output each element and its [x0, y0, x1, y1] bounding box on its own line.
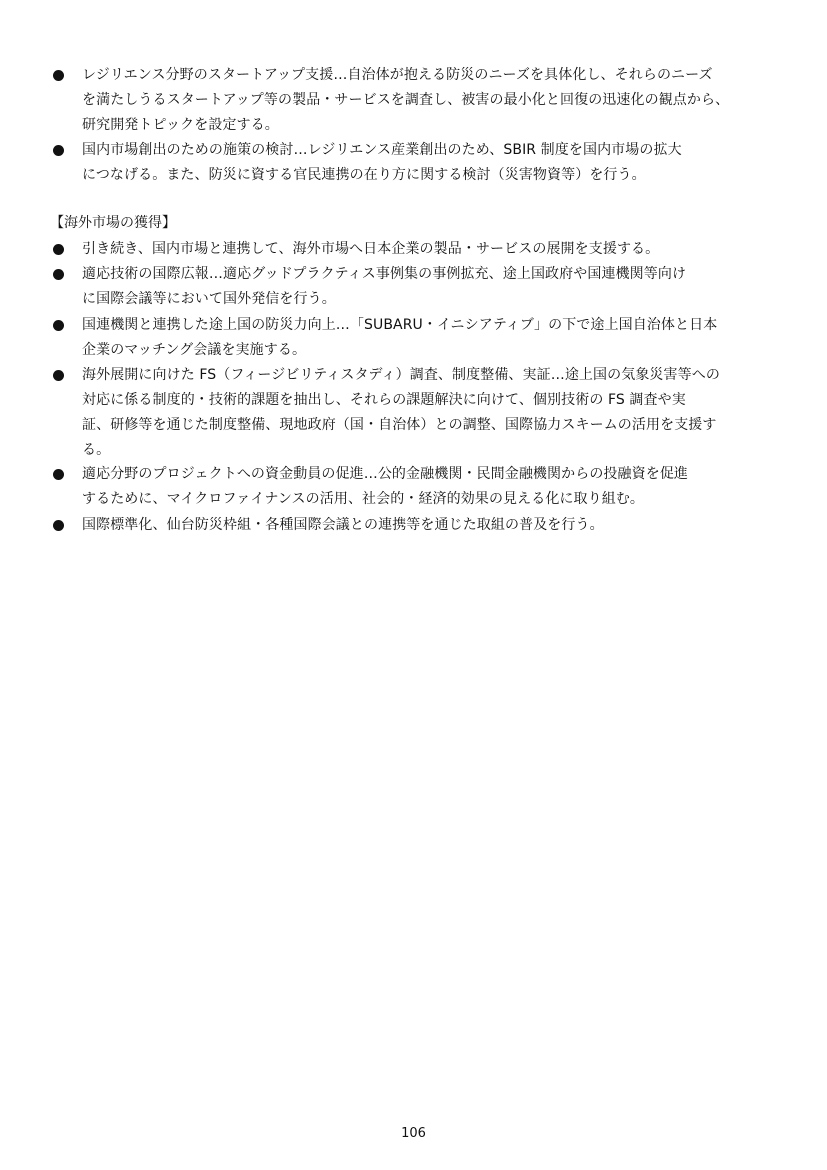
bullet-icon [53, 70, 64, 81]
list-item-line: 国内市場創出のための施策の検討…レジリエンス産業創出のため、SBIR 制度を国内市場の拡大 [82, 142, 682, 158]
list-item-line: レジリエンス分野のスタートアップ支援…自治体が抱える防災のニーズを具体化し、それらのニーズ [82, 67, 713, 83]
list-item-line: 引き続き、国内市場と連携して、海外市場へ日本企業の製品・サービスの展開を支援する。 [82, 241, 660, 257]
bullet-icon [53, 145, 64, 156]
list-item-line: 適応分野のプロジェクトへの資金動員の促進…公的金融機関・民間金融機関からの投融資を促進 [82, 466, 689, 482]
bullet-icon [53, 244, 64, 255]
list-item-line: を満たしうるスタートアップ等の製品・サービスを調査し、被害の最小化と回復の迅速化の観点から、 [82, 92, 730, 108]
list-item-line: 適応技術の国際広報…適応グッドプラクティス事例集の事例拡充、途上国政府や国連機関等向け [82, 266, 687, 282]
list-item-line: 対応に係る制度的・技術的課題を抽出し、それらの課題解決に向けて、個別技術の FS 調査や実 [82, 392, 686, 408]
list-item-line: 証、研修等を通じた制度整備、現地政府（国・自治体）との調整、国際協力スキームの活用を支援す [82, 417, 717, 433]
section-heading: 【海外市場の獲得】 [50, 215, 176, 231]
list-item-line: に国際会議等において国外発信を行う。 [82, 291, 336, 307]
list-item-line: につなげる。また、防災に資する官民連携の在り方に関する検討（災害物資等）を行う。 [82, 167, 646, 183]
page-number: 106 [401, 1126, 426, 1141]
list-item-line: 企業のマッチング会議を実施する。 [82, 342, 307, 358]
list-item-line: 海外展開に向けた FS（フィージビリティスタディ）調査、制度整備、実証…途上国の気象災害等への [82, 367, 720, 383]
list-item-line: 国際標準化、仙台防災枠組・各種国際会議との連携等を通じた取組の普及を行う。 [82, 517, 604, 533]
bullet-icon [53, 469, 64, 480]
list-item-line: 国連機関と連携した途上国の防災力向上…「SUBARU・イニシアティブ」の下で途上国自治体と日本 [82, 317, 718, 333]
bullet-icon [53, 269, 64, 280]
list-item-line: 研究開発トピックを設定する。 [82, 117, 279, 133]
list-item-line: る。 [82, 442, 111, 458]
list-item-line: するために、マイクロファイナンスの活用、社会的・経済的効果の見える化に取り組む。 [82, 491, 645, 507]
bullet-icon [53, 370, 64, 381]
bullet-icon [53, 520, 64, 531]
bullet-icon [53, 320, 64, 331]
